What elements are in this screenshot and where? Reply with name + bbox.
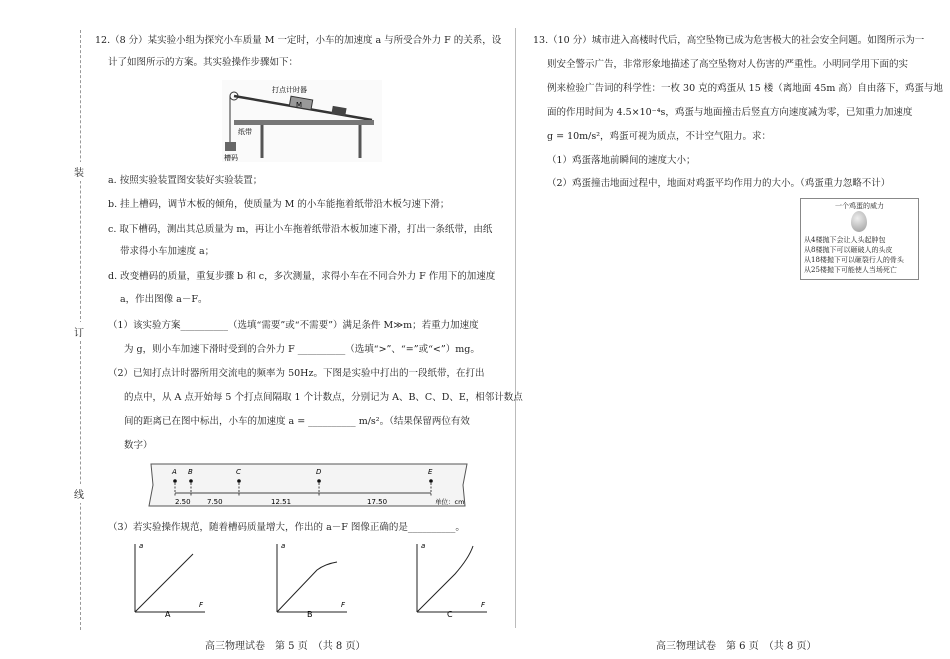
q13-line-1: 13.（10 分）城市进入高楼时代后，高空坠物已成为危害极大的社会安全问题。如图所示为一	[533, 35, 925, 46]
step-d-1: d. 改变槽码的质量，重复步骤 b 和 c，多次测量，求得小车在不同合外力 F 作用下的加速度	[108, 271, 496, 282]
page-divider	[515, 28, 516, 628]
tape-unit-label: 单位：cm	[435, 498, 465, 506]
tape-distance-label: 7.50	[206, 498, 223, 506]
card-line-4: 从25楼抛下可能使人当场死亡	[804, 266, 897, 274]
timer-label: 打点计时器	[272, 86, 307, 94]
sub2-line-3: 间的距离已在图中标出，小车的加速度 a = __________ m/s²。（结果保留两位有效	[124, 416, 470, 427]
table-top	[234, 120, 374, 125]
q12-line-1: 12.（8 分）某实验小组为探究小车质量 M 一定时，小车的加速度 a 与所受合外力 F 的关系，设	[95, 35, 502, 46]
graph-c-x-label: F	[481, 601, 486, 609]
q12-line-2: 计了如图所示的方案。其实验操作步骤如下：	[108, 57, 299, 68]
q13-line-5: g = 10m/s²，鸡蛋可视为质点，不计空气阻力。求：	[547, 131, 772, 142]
tape-point-B	[189, 479, 193, 483]
apparatus-figure	[222, 80, 382, 162]
tape-point-label: A	[172, 468, 177, 476]
sub1-line-1: （1）该实验方案__________（选填“需要”或“不需要”）满足条件 M≫m；若重力加速度	[108, 320, 479, 331]
cart-label: M	[296, 101, 303, 109]
tape-point-C	[237, 479, 241, 483]
footer-page-6: 高三物理试卷 第 6 页 （共 8 页）	[656, 641, 817, 652]
graph-a-label: A	[165, 610, 171, 618]
card-line-2: 从8楼抛下可以砸破人的头皮	[804, 246, 893, 254]
tape-distance-label: 12.51	[271, 498, 292, 506]
graph-a-x-label: F	[199, 601, 204, 609]
sub1-line-2: 为 g，则小车加速下滑时受到的合外力 F __________（选填“>”、“=”或“<”）mg。	[124, 344, 480, 355]
binding-char-zhuang: 装	[74, 162, 84, 181]
af-graphs	[125, 540, 500, 618]
sub3-line: （3）若实验操作规范，随着槽码质量增大，作出的 a－F 图像正确的是__________。	[108, 522, 465, 533]
graph-b-label: B	[307, 610, 313, 618]
graph-b-y-label: a	[281, 542, 286, 550]
footer-page-5: 高三物理试卷 第 5 页 （共 8 页）	[205, 641, 366, 652]
tape-point-label: E	[428, 468, 433, 476]
sub2-line-4: 数字）	[124, 440, 153, 451]
tape-distance-label: 2.50	[174, 498, 191, 506]
q13-part-1: （1）鸡蛋落地前瞬间的速度大小；	[547, 155, 696, 166]
tape-distance-label: 17.50	[367, 498, 388, 506]
egg-warning-card	[800, 198, 919, 280]
q13-line-2: 则安全警示广告，非常形象地描述了高空坠物对人伤害的严重性。小明同学用下面的实	[547, 59, 909, 70]
graph-c-label: C	[447, 610, 453, 618]
q13-line-3: 例来检验广告词的科学性：一枚 30 克的鸡蛋从 15 楼（离地面 45m 高）自由落下，鸡蛋与地	[547, 83, 943, 94]
binding-char-xian: 线	[74, 484, 84, 503]
tape-label: 纸带	[238, 128, 252, 136]
bucket-label: 槽码	[224, 154, 238, 162]
tape-point-label: D	[316, 468, 322, 476]
tape-strip	[149, 464, 467, 506]
graph-b	[277, 542, 347, 618]
tape-point-A	[173, 479, 177, 483]
step-c-2: 带求得小车加速度 a；	[120, 246, 215, 257]
step-a: a. 按照实验装置图安装好实验装置；	[108, 175, 263, 186]
card-title: 一个鸡蛋的威力	[835, 202, 884, 210]
tape-point-E	[429, 479, 433, 483]
graph-a-line	[135, 554, 193, 612]
step-c-1: c. 取下槽码，测出其总质量为 m，再让小车拖着纸带沿木板加速下滑，打出一条纸带，由纸	[108, 224, 493, 235]
card-line-1: 从4楼抛下会让人头起肿包	[804, 236, 886, 244]
graph-a	[135, 542, 205, 618]
egg-icon	[851, 211, 867, 232]
q13-part-2: （2）鸡蛋撞击地面过程中，地面对鸡蛋平均作用力的大小。（鸡蛋重力忽略不计）	[547, 178, 891, 189]
step-b: b. 挂上槽码，调节木板的倾角，使质量为 M 的小车能拖着纸带沿木板匀速下滑；	[108, 199, 450, 210]
q13-line-4: 面的作用时间为 4.5×10⁻⁴s，鸡蛋与地面撞击后竖直方向速度减为零，已知重力加速度	[547, 107, 913, 118]
tape-point-D	[317, 479, 321, 483]
graph-b-curve	[277, 562, 337, 612]
graph-a-y-label: a	[139, 542, 144, 550]
paper-tape	[145, 461, 470, 511]
graph-c-curve	[417, 546, 473, 612]
graph-b-x-label: F	[341, 601, 346, 609]
binding-char-ding: 订	[74, 322, 84, 341]
sub2-line-1: （2）已知打点计时器所用交流电的频率为 50Hz。下图是实验中打出的一段纸带，在打出	[108, 368, 485, 379]
bucket-icon	[225, 142, 236, 151]
graph-c	[417, 542, 487, 618]
sub2-line-2: 的点中，从 A 点开始每 5 个打点间隔取 1 个计数点，分别记为 A、B、C、D、E，相邻计数点	[124, 392, 523, 403]
graph-c-y-label: a	[421, 542, 426, 550]
tape-point-label: B	[187, 468, 193, 476]
tape-point-label: C	[235, 468, 241, 476]
card-line-3: 从18楼抛下可以砸裂行人的骨头	[804, 256, 904, 264]
step-d-2: a，作出图像 a－F。	[120, 294, 208, 305]
